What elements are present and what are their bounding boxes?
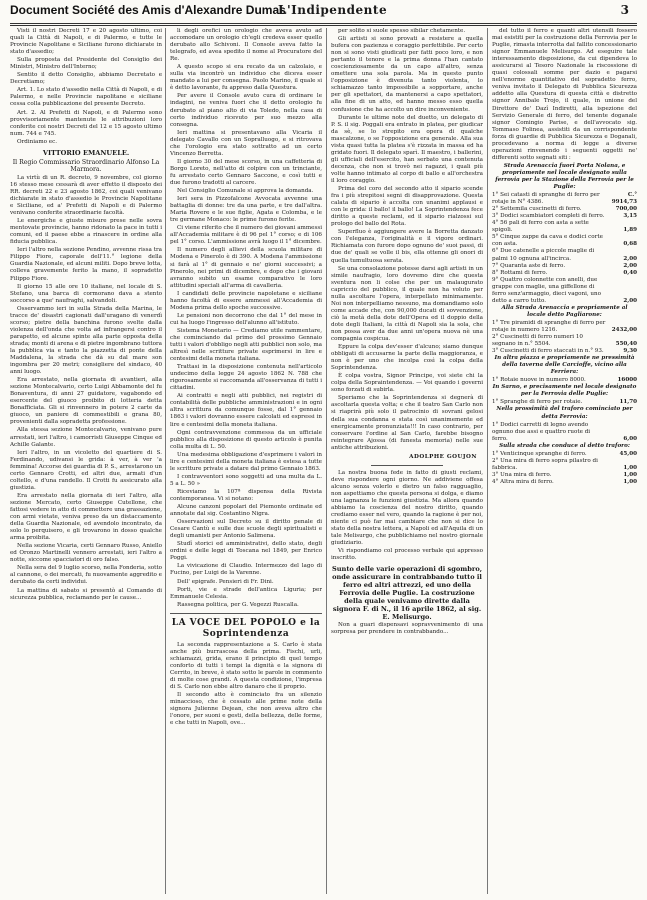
page-header (0, 0, 647, 24)
paragraph: Le pensioni non decorrono che dal 1° del mese in cui ha luogo l'ingresso dell'alunno all'istituto. (170, 312, 322, 326)
item-value: 0,68 (623, 241, 637, 248)
paragraph: Una medesima obbligazione d'esprimere i valori in lire e centesimi della moneta italiana è estesa a tutte le scritture private a datare dal primo Gennaio 1863. (170, 451, 322, 472)
item-value: 3,15 (623, 213, 637, 220)
inventory-item (492, 248, 637, 262)
paragraph: Sentito il detto Consiglio, abbiamo Decretato e Decretiamo; (10, 72, 162, 86)
inventory-item (492, 270, 637, 277)
paragraph: Gli artisti si sono provati a resistere a quella bufera con pazienza e coraggio perfettibile. Per certo non si sono visti giudicati per fatti poco loro, e non pertanto il tenore e la prima donna l'han cantato coscienziosamente da un capo all'altro, senza omettere una sola parola. Ma in questo punto l'opposizione è divenuta tanto violenta, lo schiamazzo tanto impossibile a sopportare, anche per gli spettatori, da mantenersi a capo spettatori, alla fine di un atto, ed hanno messo esso quella confusione che ha accolto un dire inconveniente. (331, 36, 483, 113)
paragraph: Ai contratti e negli atti pubblici, nei registri di contabilità delle pubbliche amministrazioni e in ogni altra scrittura da comunque fosse, dal 1° gennaio 1863 i valori dovranno essere calcolati ed espressi in lire e centesimi della moneta italiana. (170, 393, 322, 428)
paragraph: Ogni contravvenzione commessa da un ufficiale pubblico alla disposizione di questo articolo è punita colla multa di L. 50. (170, 429, 322, 450)
paragraph: Era arrestato nella giornata di ieri l'altro, alla sezione Mercato, certo Giuseppe Cutellone, che fattosi vedere in atto di commettere una grassazione, con armi vietate, veniva preso da un distaccamento della Guardia Nazionale, ed avendolo incontrato, da solo lo perquisero, e gli trovarono in dosso qualche arma proibita. (10, 492, 162, 542)
inventory-item (492, 451, 637, 458)
paragraph: Il numero degli allievi della scuola militare di Modena e Pinerolo è di 390. A Modena l'ammissione si farà al 1° di gennaio e ne' giorni successivi; a Pinerolo, nei primi di dicembre, e dopo che i giovani avranno subìto un esame comparativo le loro attitudini speciali all'arma di cavalleria. (170, 247, 322, 289)
location-heading: In Sarno, e precisamente nel locale designato per la Ferrovia delle Puglie: (492, 384, 637, 398)
paragraph: Sulla proposta del Presidente del Consiglio dei Ministri, Ministro dell'Interno; (10, 57, 162, 71)
item-description: 1° Venticinque spranghe di ferro. (492, 450, 587, 457)
item-value: 45,00 (619, 450, 637, 457)
item-description: 1° Sei catasti di spranghe di ferro per rotaje in N° 4386. (492, 192, 600, 206)
item-value: 550,40 (615, 341, 637, 348)
item-description: 2° Una mira di ferro sopra pilastro di fabbrica. (492, 457, 598, 471)
item-value: 2,00 (623, 255, 637, 262)
item-value: 700,00 (615, 206, 637, 213)
article-heading: LA VOCE DEL POPOLO e la Soprintendenza (171, 617, 321, 639)
inventory-item (492, 263, 637, 270)
item-value: 1,00 (623, 471, 637, 478)
location-heading: Sulla strada che conduce al detto traforo: (499, 442, 630, 449)
column-3 (331, 28, 483, 894)
signature-king: VITTORIO EMANUELE. (42, 148, 130, 157)
paragraph: Speriamo che la Soprintendenza si degnerà di ascoltarla questa volta; e che il teatro San Carlo non si riaprirà più solo il patrocinio di sovrani gelosi della sua condanna e stata così unanimemente ed energicamente pronunziata!!! In caso contrario, per conservare l'ordine al San Carlo, farebbe bisogno reintegrare Ajossa (di funesta memoria) nelle sue antiche attribuzioni. (331, 395, 483, 451)
paragraph: La vivicazione di Claudio. Intermezzo del lago di Fucino, per Luigi de la Varenne. (170, 563, 322, 577)
item-description: 1° Tre piramidi di spranghe di ferro per rotaje in numero 1216. (492, 319, 606, 333)
item-description: 2° Settemila cuscinetti di ferro. (492, 206, 582, 213)
item-value: 9,30 (623, 348, 637, 355)
header-rule-double (10, 25, 637, 26)
paragraph: Il giorno 15 alle ore 10 italiane, nel locale di S. Stefano, una barca di cormorano dava a stento soccorso a que' naufraghi, salvandoli. (10, 283, 162, 304)
paragraph: Durante le ultime note del duetto, un delegato di P. S. il sig. Poggali era entrato in platea, per giudicar da sè, se lo strepito era opera di qualche mascalzone, o se l'opposizione era generale. Alla sua vista quasi tutta la platea s'è rizzata in massa ed ha gridato fuori. Il delegato sparì. Il maestro, i ballerini, gli ufficiali dell'esercito, han serbato una contenuta decenza, che non si trovò nei ragazzi, i quali più volte hanno intimato al corpo di ballo e all'orchestra il loro coraggio. (331, 114, 483, 184)
item-description: 9° Quattro colonnette con anelli, due grappe con maglie, una giffellone di ferro senz'armaggio, dieci vagoni, uno detto a carro tutto. (492, 276, 602, 304)
paragraph: Sistema Monetario — Crediamo utile rammentare, che cominciando dal primo del prossimo Gennaio tutti i valori d'obbligo negli atti pubblici non solo, ma altresì nelle scritture private esprimersi in lire e centesimi della moneta italiana. (170, 327, 322, 363)
item-value: 0,40 (623, 269, 637, 276)
header-rule (10, 23, 637, 24)
paragraph: I contravventori sono soggetti ad una multa da L. 5 a L. 50 » (170, 473, 322, 487)
item-description: 3° Dodici scambiatori completi di ferro. (492, 213, 605, 220)
page-number: 3 (620, 3, 629, 17)
item-description: 3° Una mira di ferro. (492, 471, 552, 478)
paragraph: Vi rispondiamo col processo verbale qui appresso inscritto. (331, 548, 483, 562)
inventory-item (492, 479, 637, 486)
paragraph: Nel Consiglio Comunale si approva la domanda. (177, 188, 314, 195)
item-description: 7° Quaranta aste di ferro. (492, 262, 566, 269)
paragraph: Dell' epigrafe. Pensieri di Fr. Dini. (177, 578, 274, 585)
inventory-item (492, 334, 637, 348)
paragraph: Ieri mattina si presentavano alla Vicaria il delegato Cavallo con un Sopralluogo, e si ritrovava che l'orologio era stato sottratto ad un certo Vincenzo Berretta. (170, 129, 322, 157)
paragraph: Ordiniamo ec. (17, 138, 58, 145)
paragraph: È colpa vostra, Signor Principe, voi siete chi la colpa della Sopraintendenza. — Voi quando i governi sono forzati di subirla. (331, 373, 483, 394)
inventory-list (492, 451, 637, 486)
item-description: 1° Spranghe di ferro per rotaie. (492, 399, 583, 406)
paragraph: A questo scopo si era recato da un calzolaio, e sulla via incontrò un individuo che diceva esser mandato a lui per consegna. Paolo Marino, il quale si è detto lavorante, fu appreso dalla Questura. (170, 64, 322, 92)
item-description: 6° Due catenelle a piccole maglie di palmi 10 ognuna all'incirca. (492, 248, 595, 262)
source-watermark: Document Société des Amis d'Alexandre Dumas (10, 3, 286, 17)
paragraph: Il giorno 30 del mese scorso, in una caffetteria di Borgo Loreto, nell'atto di colpire con un trinciante, fu arrestato certo Gennaro Saccone, e così tutti e due furono tradotti al carcere. (170, 158, 322, 186)
item-value: 2432,00 (611, 326, 637, 333)
location-heading: In altra piazza e propriamente ne pressimità della taverna delle Carcioffe, vicino alla Ferriera: (494, 355, 635, 376)
item-description: 4° Altra mira di ferro. (492, 478, 554, 485)
countersignature: Il Regio Commissario Straordinario Alfonso La Marmora. (12, 158, 160, 173)
paragraph: Nella sera del 9 luglio scorso, nella Fonderia, sotto al cannone, o dei mercati, fu nuovamente aggredito e derubato da certi individui. (10, 565, 162, 586)
location-heading: Alla Strada Arenaccia e propriamente al locale detto Pagliarone: (501, 304, 628, 318)
paragraph: Osservammo ieri in sulla Strada della Marina, le tracce de' disastri cagionati dall'uragano di venerdì scorso; pietre della banchina furono svelte dalla violenza dell'onda che volta ad infrangersi contro il parapetto, ed alcune spinte alla parte opposta della strada; monti di arena e di pietre ingombrano tuttora la pubblica via e tanto la piazzetta di ponte della Maddalena, la strada che dà su dal mare son ingombra per 20 metri; consigliere del sindaco, 40 anni luogo. (10, 305, 162, 376)
paragraph: Art. 2. Al Prefetti di Napoli, e di Palermo sono provvisoriamente mantenute le attribuzioni loro conferite coi nostri Decreti del 12 e 15 agosto ultimo num. 744 e 745. (10, 109, 162, 137)
inventory-item (492, 220, 637, 234)
paragraph: La nostra buona fede in fatto di giusti reclami, deve rispondere ogni giorno. Ne addiviene offesa alcuno senza volerlo e dietro un falso ragguaglio, non aspettiamo che questa persona si dolga, e diamo una lagnanza le funzioni giustizia. Ma allora quando abbiamo la coscienza del nostro diritto, quando crediamo esser nel vero, quando la ragione è per noi, niente ci può far mai cambiare che non si dice lo stato della nostra lettera, a Napoli ed all'Aquila di un tale Melisurgo, che pubblichiamo nel nostro giornale giudiziario. (331, 469, 483, 547)
inventory-list (492, 192, 637, 305)
item-value: 1,89 (623, 227, 637, 234)
column-4 (492, 28, 637, 894)
newspaper-title: L'Indipendente (278, 3, 388, 17)
column-divider (165, 28, 166, 894)
inventory-item (492, 234, 637, 248)
paragraph: Le energiche e giuste misure prese nelle sovra mentovate provincie, hanno ridonato la pace in tutti i comuni, ed il paese ebbe a rinascere in ordine alla fiducia pubblica. (10, 218, 162, 246)
item-value: 2,00 (623, 262, 637, 269)
item-value: 11,70 (619, 399, 637, 406)
paragraph: Trattasi in la disposizione contenuta nell'articolo undecimo della legge 24 agosto 1862 N. 788 che rigorosamente si raccomanda all'osservanza di tutti i cittadini. (170, 364, 322, 392)
paragraph: Ieri l'altro nella sezione Pendino, avvenne rissa tra Filippo Fiore, caporale dell'11.° legione della Guardia Nazionale, ed alcuni militi. Dopo breve lotta, colleva gravemente ferito la mano, il sopradetto Filippo Fiore. (10, 247, 162, 282)
item-description: 1° Dodici carretti di legno avendo ognuno due assi e quattro ruote di ferro. (492, 421, 591, 442)
paragraph: Alla stessa sezione Montecalvario, venivano pure arrestati, ieri l'altro, i camorristi Giuseppe Cinque ed Achille Galante. (10, 427, 162, 448)
inventory-list (492, 320, 637, 355)
column-divider (487, 28, 488, 894)
inventory-item (492, 377, 637, 384)
inventory-item (492, 277, 637, 305)
inventory-item (492, 472, 637, 479)
paragraph: Non a guari dispensavi sopravvenimento di una sorpresa per prendere in contrabbando... (331, 622, 483, 636)
item-value: 6,00 (623, 435, 637, 442)
paragraph: I candidati delle provincie napoletane e siciliane hanno facoltà di essere ammessi all'Accademia di Modena prima dello spoche successive. (170, 290, 322, 311)
inventory-item (492, 213, 637, 220)
paragraph: Alcune canzoni popolari del Piemonte ordinate ed annotate dal sig. Costantino Nigra. (170, 504, 322, 518)
paragraph: Visti il nostri Decreti 17 e 20 agosto ultimo, coi quali la Città di Napoli, e di Palermo, e tutte le Provincie Napolitane e Siciliane furono dichiarate in stato d'assedio; (10, 28, 162, 56)
paragraph: per solito si suole spesso sibilar chetamente. (338, 28, 466, 34)
item-description: 2° Cuscinetti di ferro numeri 10 segnano in n.° 5504. (492, 334, 583, 348)
paragraph: Era arrestato, nella giornata di avantieri, alla sezione Montecalvario, certo Luigi Abbamonte del fu Bonaventura, di anni 27 guidatore, vagabondo ed esercente del giuoco proibito di lotteria detta Bonafficiata. Gli si rinvennero in potere 2 carte da giuoco, un paniere di commestibili e grana 80, provenienti dalla sopradetta professione. (10, 377, 162, 426)
inventory-list (492, 377, 637, 384)
column-2 (170, 28, 322, 894)
paragraph: La mattina di sabato si presentò al Comando di sicurezza pubblica, reclamando per le cause... (10, 587, 162, 601)
inventory-item (492, 320, 637, 334)
item-value: 1,00 (623, 478, 637, 485)
paragraph: Eppure la colpa dev'esser d'alcuno; siamo dunque obbligati di accusarne la parte della maggioranza, e non è per uno che incolpa così la colpa della Soprintendenza. (331, 344, 483, 372)
paragraph: del tutto il ferro e quanti altri utensili fossero mai esistiti per la costruzione della Ferrovia per le Puglie, rimasta interrotta dal fallito concessionario signor Emmanuele Melisurgo. Ad eseguire tale interessamento disposizione, da cui dipendeva lo assicurarsi al Tesoro Nazionale la riscossione di quasi colossali somme per dazio e pagarsi nell'enorme quantitativo del sopradetto ferro, veniva invitato il Delegato di Pubblica Sicurezza addetto alla Questura di questa città e distretto signor Annibale Trojo, il quale, in unione del Direttore de' Dazî Indiretti, alla ispezione del Servizio Generale di ferro, del tenente doganale signor Comingio Parise, e dell'avvocato sig. Tommaso Folinea, assistiti da un corrispondente forza di guardie di Pubblica Sicurezza e Doganali, procedevano a norma di legge a diverse operazioni rinvenendo i seguenti oggetti ne' differenti sotto segnati siti : (492, 28, 637, 161)
paragraph: Ieri l'altro, in un vicoletto del quartiere di S. Ferdinando, udivansi le grida: à ver, à ver 'a femmina! Accorse dei guardia di P. S., arrestarono un certo Gennaro Crotti, ed altri due, armati d'un coltello, e d'una randello. Il Crotti fu assicurato alla giustizia. (10, 449, 162, 491)
item-value: 16000 (617, 377, 637, 384)
item-value: 2,00 (623, 297, 637, 304)
paragraph: Osservazioni sul Decreto su il diritto penale di Cesare Cantù e sulle due scuole degli spiritualisti e degli umanisti per Antonio Salimena. (170, 519, 322, 540)
paragraph: Ieri sera in Pizzofalcone Avvocata avvenne una battaglia di donne: tre da una parte, e tre dall'altra. Maria Rovere e le sue figlie, Agata e Colomba, e le tre germane Monaco: le prime furono ferite. (170, 196, 322, 224)
paragraph: La virtù di un R. decreto, 9 novembre, col giorno 16 stesso mese cessarà di aver effetto il disposto dei RR. decreti 22 e 23 agosto 1862, coi quali venivano dichiarate in stato d'assedio le Provincie Napolitane e Siciliane, ed a' Prefetti di Napoli e di Palermo venivano conferite straordinarie facoltà. (10, 174, 162, 217)
item-description: 4° 56 pali di ferro con asta a sette spigoli. (492, 220, 589, 234)
item-description: 5° Cinque zappe da cava e dodici corte con asta. (492, 234, 603, 248)
paragraph: Nella sezione Vicaria, certi Gennaro Russo, Aniello ed Oronzo Martinelli vennero arrestati, ieri l'altro a notte, siccome spacciatori di oro falso. (10, 543, 162, 564)
paragraph: Art. 1. Lo stato d'assedio nella Città di Napoli, e di Palermo, e nelle Provincie napolitane e siciliane cessa colla pubblicazione del presente Decreto. (10, 87, 162, 108)
item-value: C.° 9914,73 (611, 192, 637, 206)
item-description: 3° Cuscinetti di ferro staccati in n.° 93. (492, 348, 604, 355)
paragraph: La seconda rappresentazione a S. Carlo è stata anche più burrascosa della prima. Fischi, urli, schiamazzi, grida, erano il principio di quel tempo conforto di tutti i tempi la dignità e la signora di Cerrito, in breve, è stato sotto le parole in commento di molte cose grandi. A questa condizione, l'impresa di S. Carlo non ebbe altro danaro che il proprio. (170, 641, 322, 690)
inventory-item (492, 192, 637, 206)
paragraph: Riceviamo la 107ª dispensa della Rivista contemporanea. Vi si notano: (170, 488, 322, 502)
item-value: 1,00 (623, 464, 637, 471)
inventory-item (492, 458, 637, 472)
paragraph: Se una consolazione potesse darsi agli artisti in un simile naufragio, loro dovremo dire che questa sventura non li colse che per un malaugurato capriccio del pubblico, il quale non ha voluto per nulla ascoltare l'opera, interpellato minimamente. Noi non interpelliamo nessuno, ma domandiamo solo come accade che, con 90,000 ducati di sovvenzione, ciò la metà della dote dell'Opera ed il doppio della dote degli Italiani, la città di Napoli sia la sola, che non possa aver da due anni un'opera nuova nè una compagnia cospicua. (331, 265, 483, 343)
paragraph: Superfluo è aggiungere avere la Borretta danzato con l'eleganza, l'originalità e il vigore ordinari. Richiamata con furore dopo ognuno de' suoi passi, di due de' quali se volle il bis, ella ottenne gli onori di quella tumultuosa serata. (331, 229, 483, 264)
section-rule (371, 465, 443, 466)
item-description: 8° Rottami di ferro. (492, 269, 548, 276)
location-heading: Nella prossimità del traforo cominciato per detta Ferrovia: (496, 406, 633, 420)
inventory-list (492, 422, 637, 443)
paragraph: Studî storici ed amministrativi, dello stato, degli ordini e delle leggi di Toscana nel 1849, per Enrico Poggi. (170, 541, 322, 562)
item-description: 1° Rotaie nuove in numero 8000. (492, 377, 586, 384)
paragraph: Rassegna politica, per G. Vegezzi Ruscalla. (177, 601, 299, 608)
inventory-item (492, 206, 637, 213)
column-divider (326, 28, 327, 894)
location-heading: Strada Arenaccia fuori Porta Nolana, e propriamente nel locale designato sulla ferrovia per la Stazione della Ferrovia per le Puglie: (495, 162, 634, 191)
paragraph: Il secondo atto è cominciato fra un silenzio minaccioso, che è cessato alle prime note della signora Julienne Dejean, che non aveva altro che l'onore, per suoni e gesti, della bellezza, delle forme, e che tutti in Napoli, ove... (170, 692, 322, 727)
section-rule (170, 613, 322, 614)
paragraph: li degli orefici un orologio che aveva avuto ad accomodare un orologio ch'egli credeva esser quello derubato allo Schivoni. Il Console aveva fatto la telegrafo, ed avea spedito il nome al Procuratore del Re. (170, 28, 322, 63)
paragraph: Porti, vie e strade dell'antica Liguria; per Emmanuele Celesia. (170, 586, 322, 600)
author-signature: ADOLPHE GOUJON (409, 453, 477, 460)
paragraph: Per avere il Console avuto cura di ordinare le indagini, ne veniva fuori che il detto orologio fu derubato al piano alto di via Toledo, nella casa di certo individuo ricevuto per suo mezzo alla consegna. (170, 93, 322, 128)
inventory-item (492, 422, 637, 443)
paragraph: Ci viene riferito che il numero dei giovani ammessi all'Accademia militare è di 96 pel 1° corso; e di 106 pel 1° corso. L'ammissione avrà luogo il 1° dicembre. (170, 225, 322, 246)
paragraph: Prima del coro del secondo atto il sipario scende fra i più strepitosi segni di disapprovazione. Questa calata di sipario è accolta con unanimi applausi e con le grida: il ballo! il ballo! La Soprintendenza fece diritto a queste reclami, ed il sipario rialzossi sul prologo del ballo del Rota. (331, 186, 483, 228)
report-heading: Sunto delle varie operazioni di sgombro, onde assicurare in contrabbando tutto il ferro ed altri attrezzi, ed uno della Ferrovia delle Puglie. La costruzione della quale venivamo dirette dalla signora F. di N., il 16 aprile 1862, al sig. E. Melisurgo. (331, 565, 483, 622)
column-1 (10, 28, 162, 894)
